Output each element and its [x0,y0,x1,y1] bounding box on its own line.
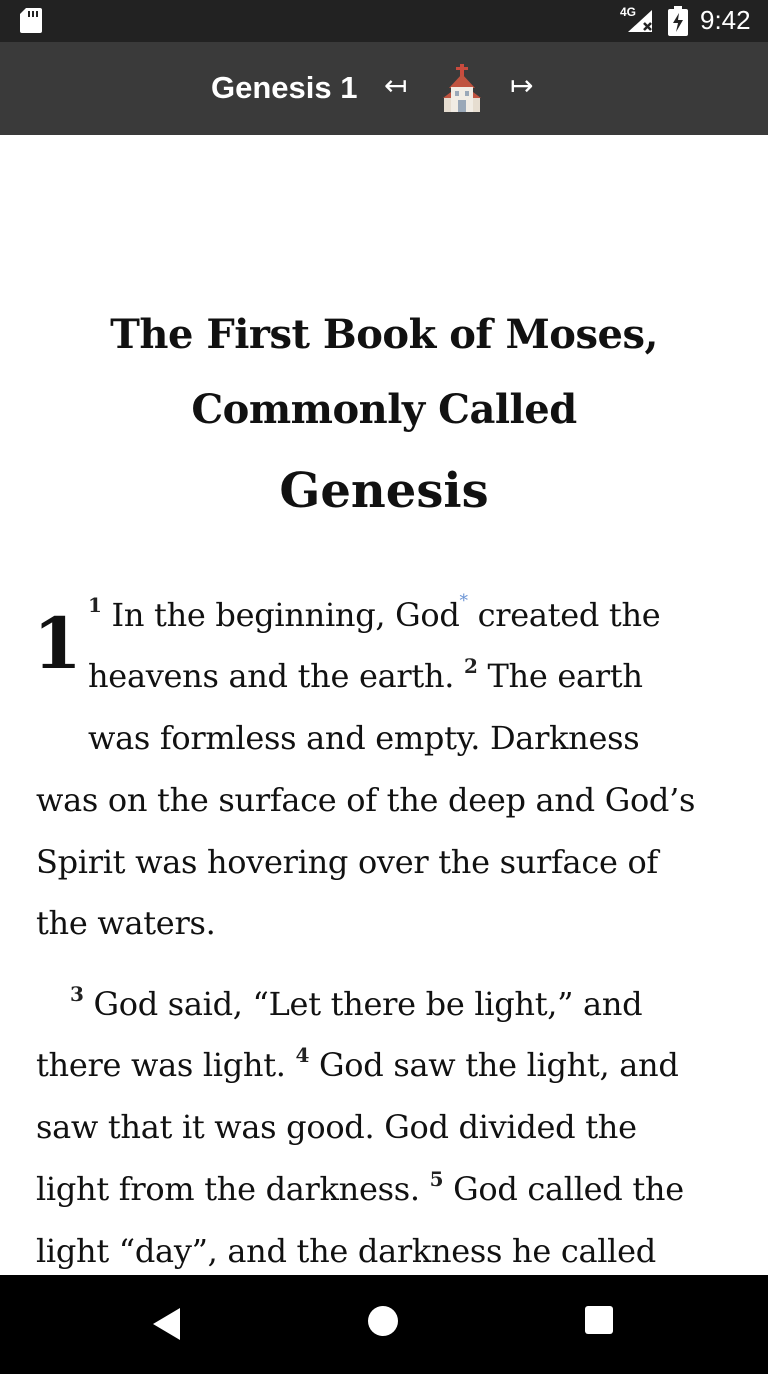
verse-number: 5 [429,1167,444,1191]
verse-text: was on the surface of the deep and God’s [36,781,696,819]
verse-line [88,718,639,758]
verse-text: created the [467,596,661,634]
verse-text: light from the darkness. [36,1170,430,1208]
sd-card-icon [20,8,42,33]
chapter-title[interactable]: Genesis 1 [211,70,358,105]
previous-chapter-button[interactable]: ↤ [384,69,408,102]
verse-line [70,984,642,1024]
battery-charging-icon [668,6,688,36]
footnote-marker[interactable]: * [459,591,468,611]
reading-pane[interactable] [0,135,768,1275]
verse-text: God said, “Let there be light,” and [93,985,643,1023]
verse-line [36,903,215,943]
system-navigation-bar [0,1275,768,1374]
app-toolbar [0,42,768,135]
verse-number: 3 [70,982,84,1006]
church-icon[interactable] [441,64,483,112]
verse-line [36,1045,679,1085]
chapter-number: 1 [33,602,82,685]
next-chapter-button[interactable]: ↦ [510,69,534,102]
verse-text: God saw the light, and [319,1046,679,1084]
verse-line [36,842,658,882]
clock: 9:42 [700,5,751,35]
verse-number: 4 [295,1043,310,1067]
network-type-label: 4G [620,5,637,19]
verse-number: 1 [88,593,102,617]
verse-text: The earth [487,657,643,695]
book-title-line-1: The First Book of Moses, [110,311,658,358]
recents-icon[interactable] [584,1305,614,1335]
verse-text: the waters. [36,904,216,942]
home-icon[interactable] [367,1305,399,1337]
back-icon[interactable] [150,1305,184,1343]
verse-line [88,656,643,696]
signal-icon [624,8,654,34]
verse-text: saw that it was good. God divided the [36,1108,637,1146]
verse-text: heavens and the earth. [88,657,464,695]
verse-line [36,1169,684,1209]
verse-text: In the beginning, God [111,596,460,634]
book-title-line-2: Commonly Called [191,386,577,433]
status-bar [0,0,768,42]
verse-line [36,1231,656,1271]
verse-line [36,1107,637,1147]
verse-text: light “day”, and the darkness he called [36,1232,656,1270]
verse-line [88,591,661,635]
verse-number: 2 [464,654,478,678]
verse-line [36,780,695,820]
verse-text: there was light. [36,1046,296,1084]
verse-text: Spirit was hovering over the surface of [36,843,658,881]
book-name: Genesis [279,463,489,519]
verse-text: was formless and empty. Darkness [88,719,640,757]
verse-text: God called the [453,1170,684,1208]
